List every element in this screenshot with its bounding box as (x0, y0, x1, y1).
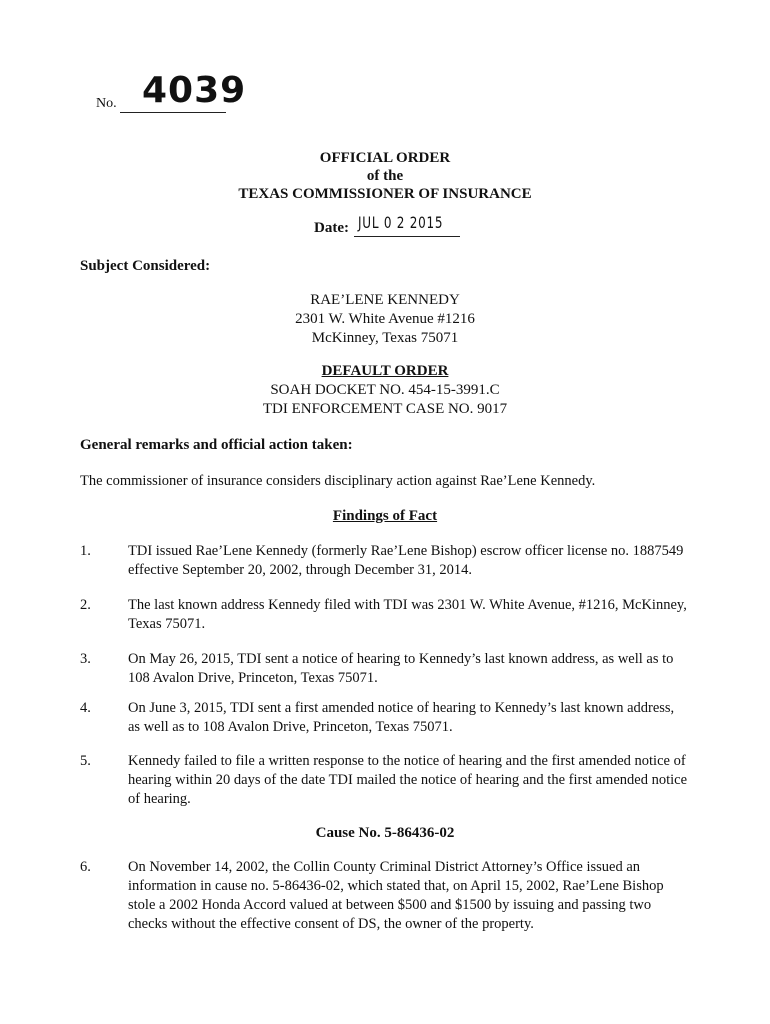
finding-text: On May 26, 2015, TDI sent a notice of hearing to Kennedy’s last known address, as well as to 108 Avalon Drive, Princeton, Texas 75071. (128, 651, 674, 686)
findings-heading-wrap (0, 507, 770, 525)
cause-number-heading: Cause No. 5-86436-02 (315, 825, 455, 841)
subject-name: RAE’LENE KENNEDY (310, 292, 460, 308)
header-official-order: OFFICIAL ORDER (319, 150, 451, 166)
intro-paragraph: The commissioner of insurance considers disciplinary action against Rae’Lene Kennedy. (80, 473, 596, 489)
finding-number: 6. (80, 859, 91, 875)
date-row (314, 213, 474, 239)
order-number-underline (120, 112, 226, 113)
finding-number: 1. (80, 543, 91, 559)
subject-address-line2: McKinney, Texas 75071 (311, 330, 459, 346)
finding-number: 5. (80, 753, 91, 769)
finding-number: 4. (80, 700, 91, 716)
finding-text: The last known address Kennedy filed with TDI was 2301 W. White Avenue, #1216, McKinney, Texas 75071. (128, 597, 687, 632)
finding-text: TDI issued Rae’Lene Kennedy (formerly Rae’Lene Bishop) escrow officer license no. 1887549 effective September 20, 2002, through December 31, 2014. (128, 543, 684, 578)
date-underline (354, 236, 460, 237)
soah-docket: SOAH DOCKET NO. 454-15-3991.C (270, 382, 500, 398)
date-stamp: JUL 0 2 2015 (358, 213, 444, 232)
finding-number: 2. (80, 597, 91, 613)
order-number-block (96, 62, 276, 122)
finding-text: On June 3, 2015, TDI sent a first amended notice of hearing to Kennedy’s last known address, as well as to 108 Avalon Drive, Princeton, Texas 75071. (128, 700, 675, 735)
subject-address-line1: 2301 W. White Avenue #1216 (295, 311, 475, 327)
finding-text: On November 14, 2002, the Collin County Criminal District Attorney’s Office issued an information in cause no. 5-86436-02, which stated that, on April 15, 2002, Rae’Lene Bishop stole a 2002 Honda Accord valued at between $500 and $1500 by issuing and passing two checks without the effective consent of DS, the owner of the property. (128, 859, 664, 932)
finding-number: 3. (80, 651, 91, 667)
header-of-the: of the (366, 168, 404, 184)
finding-text: Kennedy failed to file a written response to the notice of hearing and the first amended notice of hearing within 20 days of the date TDI mailed the notice of hearing and the first amended notice of hearing. (128, 753, 688, 807)
findings-of-fact-heading: Findings of Fact (332, 508, 438, 524)
subject-considered-label: Subject Considered: (80, 258, 211, 274)
order-number-stamp: 4039 (142, 70, 247, 111)
order-number-label: No. (96, 96, 117, 111)
default-order-title-wrap (0, 362, 770, 380)
general-remarks-label: General remarks and official action taken: (80, 437, 353, 453)
default-order-title: DEFAULT ORDER (321, 363, 449, 379)
tdi-enforcement-case: TDI ENFORCEMENT CASE NO. 9017 (262, 401, 508, 417)
header-commissioner: TEXAS COMMISSIONER OF INSURANCE (238, 186, 532, 202)
date-label: Date: (314, 220, 349, 236)
